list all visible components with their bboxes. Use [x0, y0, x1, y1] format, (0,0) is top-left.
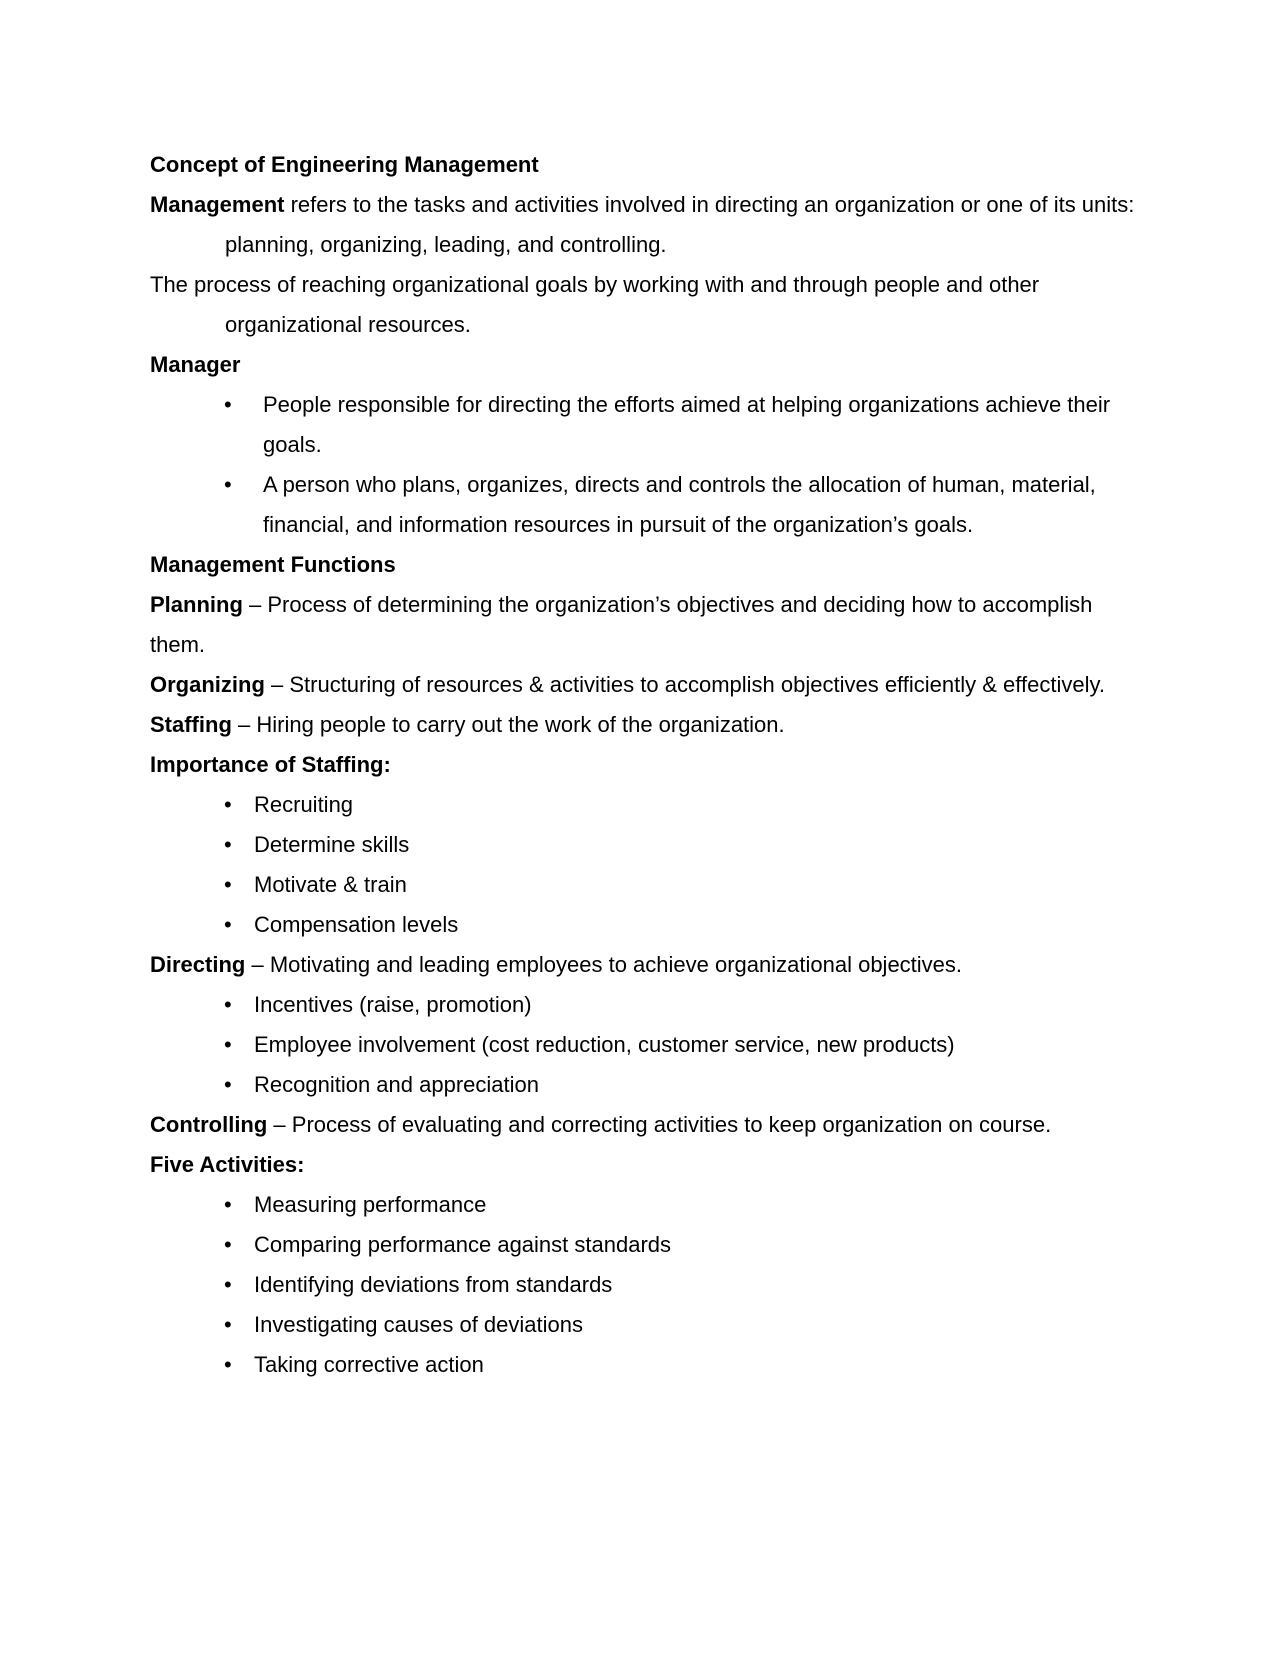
list-item-text: Compensation levels: [254, 912, 459, 937]
bullet-icon: •: [224, 1232, 232, 1257]
list-item-text: Incentives (raise, promotion): [254, 992, 532, 1017]
document-page: [150, 145, 1140, 1385]
list-item: [150, 1025, 1140, 1065]
five-activities-list: [150, 1185, 1140, 1385]
planning-paragraph: [150, 585, 1140, 665]
list-item: [150, 1345, 1140, 1385]
controlling-term: Controlling: [150, 1112, 268, 1137]
bullet-icon: •: [224, 1312, 232, 1337]
controlling-text: – Process of evaluating and correcting activities to keep organization on course.: [267, 1112, 1052, 1137]
bullet-icon: •: [224, 832, 232, 857]
functions-heading: Management Functions: [150, 552, 396, 577]
manager-list: [150, 385, 1140, 545]
list-item: [150, 785, 1140, 825]
list-item-text: Recruiting: [254, 792, 354, 817]
list-item-text: A person who plans, organizes, directs and controls the allocation of human, material, financial, and information resources in pursuit of the organization’s goals.: [263, 472, 1096, 537]
list-item: [150, 865, 1140, 905]
bullet-icon: •: [224, 1352, 232, 1377]
directing-term: Directing: [150, 952, 246, 977]
organizing-term: Organizing: [150, 672, 265, 697]
management-term: Management: [150, 192, 285, 217]
directing-paragraph: [150, 945, 1140, 985]
list-item: [150, 1065, 1140, 1105]
bullet-icon: •: [224, 1272, 232, 1297]
staffing-term: Staffing: [150, 712, 232, 737]
importance-heading: Importance of Staffing:: [150, 752, 391, 777]
bullet-icon: •: [224, 1192, 232, 1217]
list-item: [150, 1185, 1140, 1225]
bullet-icon: •: [224, 1032, 232, 1057]
list-item-text: Investigating causes of deviations: [254, 1312, 583, 1337]
list-item-text: Comparing performance against standards: [254, 1232, 672, 1257]
document-title: Concept of Engineering Management: [150, 152, 539, 177]
bullet-icon: •: [224, 392, 232, 417]
bullet-icon: •: [224, 792, 232, 817]
five-activities-heading: Five Activities:: [150, 1152, 305, 1177]
list-item: [150, 825, 1140, 865]
directing-text: – Motivating and leading employees to achieve organizational objectives.: [245, 952, 963, 977]
staffing-paragraph: [150, 705, 1140, 745]
process-definition: The process of reaching organizational goals by working with and through people and other organizational resources.: [150, 272, 1040, 337]
list-item-text: Measuring performance: [254, 1192, 487, 1217]
list-item: [150, 985, 1140, 1025]
organizing-paragraph: [150, 665, 1140, 705]
list-item: [150, 1305, 1140, 1345]
management-text: refers to the tasks and activities involved in directing an organization or one of its units: planning, organizing, leading, and controlling.: [225, 192, 1135, 257]
list-item: [150, 465, 1140, 545]
bullet-icon: •: [224, 1072, 232, 1097]
list-item: [150, 905, 1140, 945]
list-item-text: Employee involvement (cost reduction, customer service, new products): [254, 1032, 955, 1057]
list-item-text: Identifying deviations from standards: [254, 1272, 613, 1297]
organizing-text: – Structuring of resources & activities to accomplish objectives efficiently & effectively.: [264, 672, 1105, 697]
list-item: [150, 1225, 1140, 1265]
list-item-text: Taking corrective action: [254, 1352, 484, 1377]
bullet-icon: •: [224, 992, 232, 1017]
bullet-icon: •: [224, 912, 232, 937]
list-item-text: Recognition and appreciation: [254, 1072, 539, 1097]
bullet-icon: •: [224, 472, 232, 497]
list-item-text: Determine skills: [254, 832, 410, 857]
list-item: [150, 385, 1140, 465]
list-item-text: Motivate & train: [254, 872, 407, 897]
importance-list: [150, 785, 1140, 945]
planning-term: Planning: [150, 592, 243, 617]
controlling-paragraph: [150, 1105, 1140, 1145]
bullet-icon: •: [224, 872, 232, 897]
planning-text: – Process of determining the organization’s objectives and deciding how to accomplish them.: [150, 592, 1093, 657]
staffing-text: – Hiring people to carry out the work of the organization.: [231, 712, 785, 737]
management-definition: [150, 185, 1140, 265]
list-item: [150, 1265, 1140, 1305]
manager-heading: Manager: [150, 352, 241, 377]
list-item-text: People responsible for directing the efforts aimed at helping organizations achieve their goals.: [263, 392, 1111, 457]
directing-list: [150, 985, 1140, 1105]
